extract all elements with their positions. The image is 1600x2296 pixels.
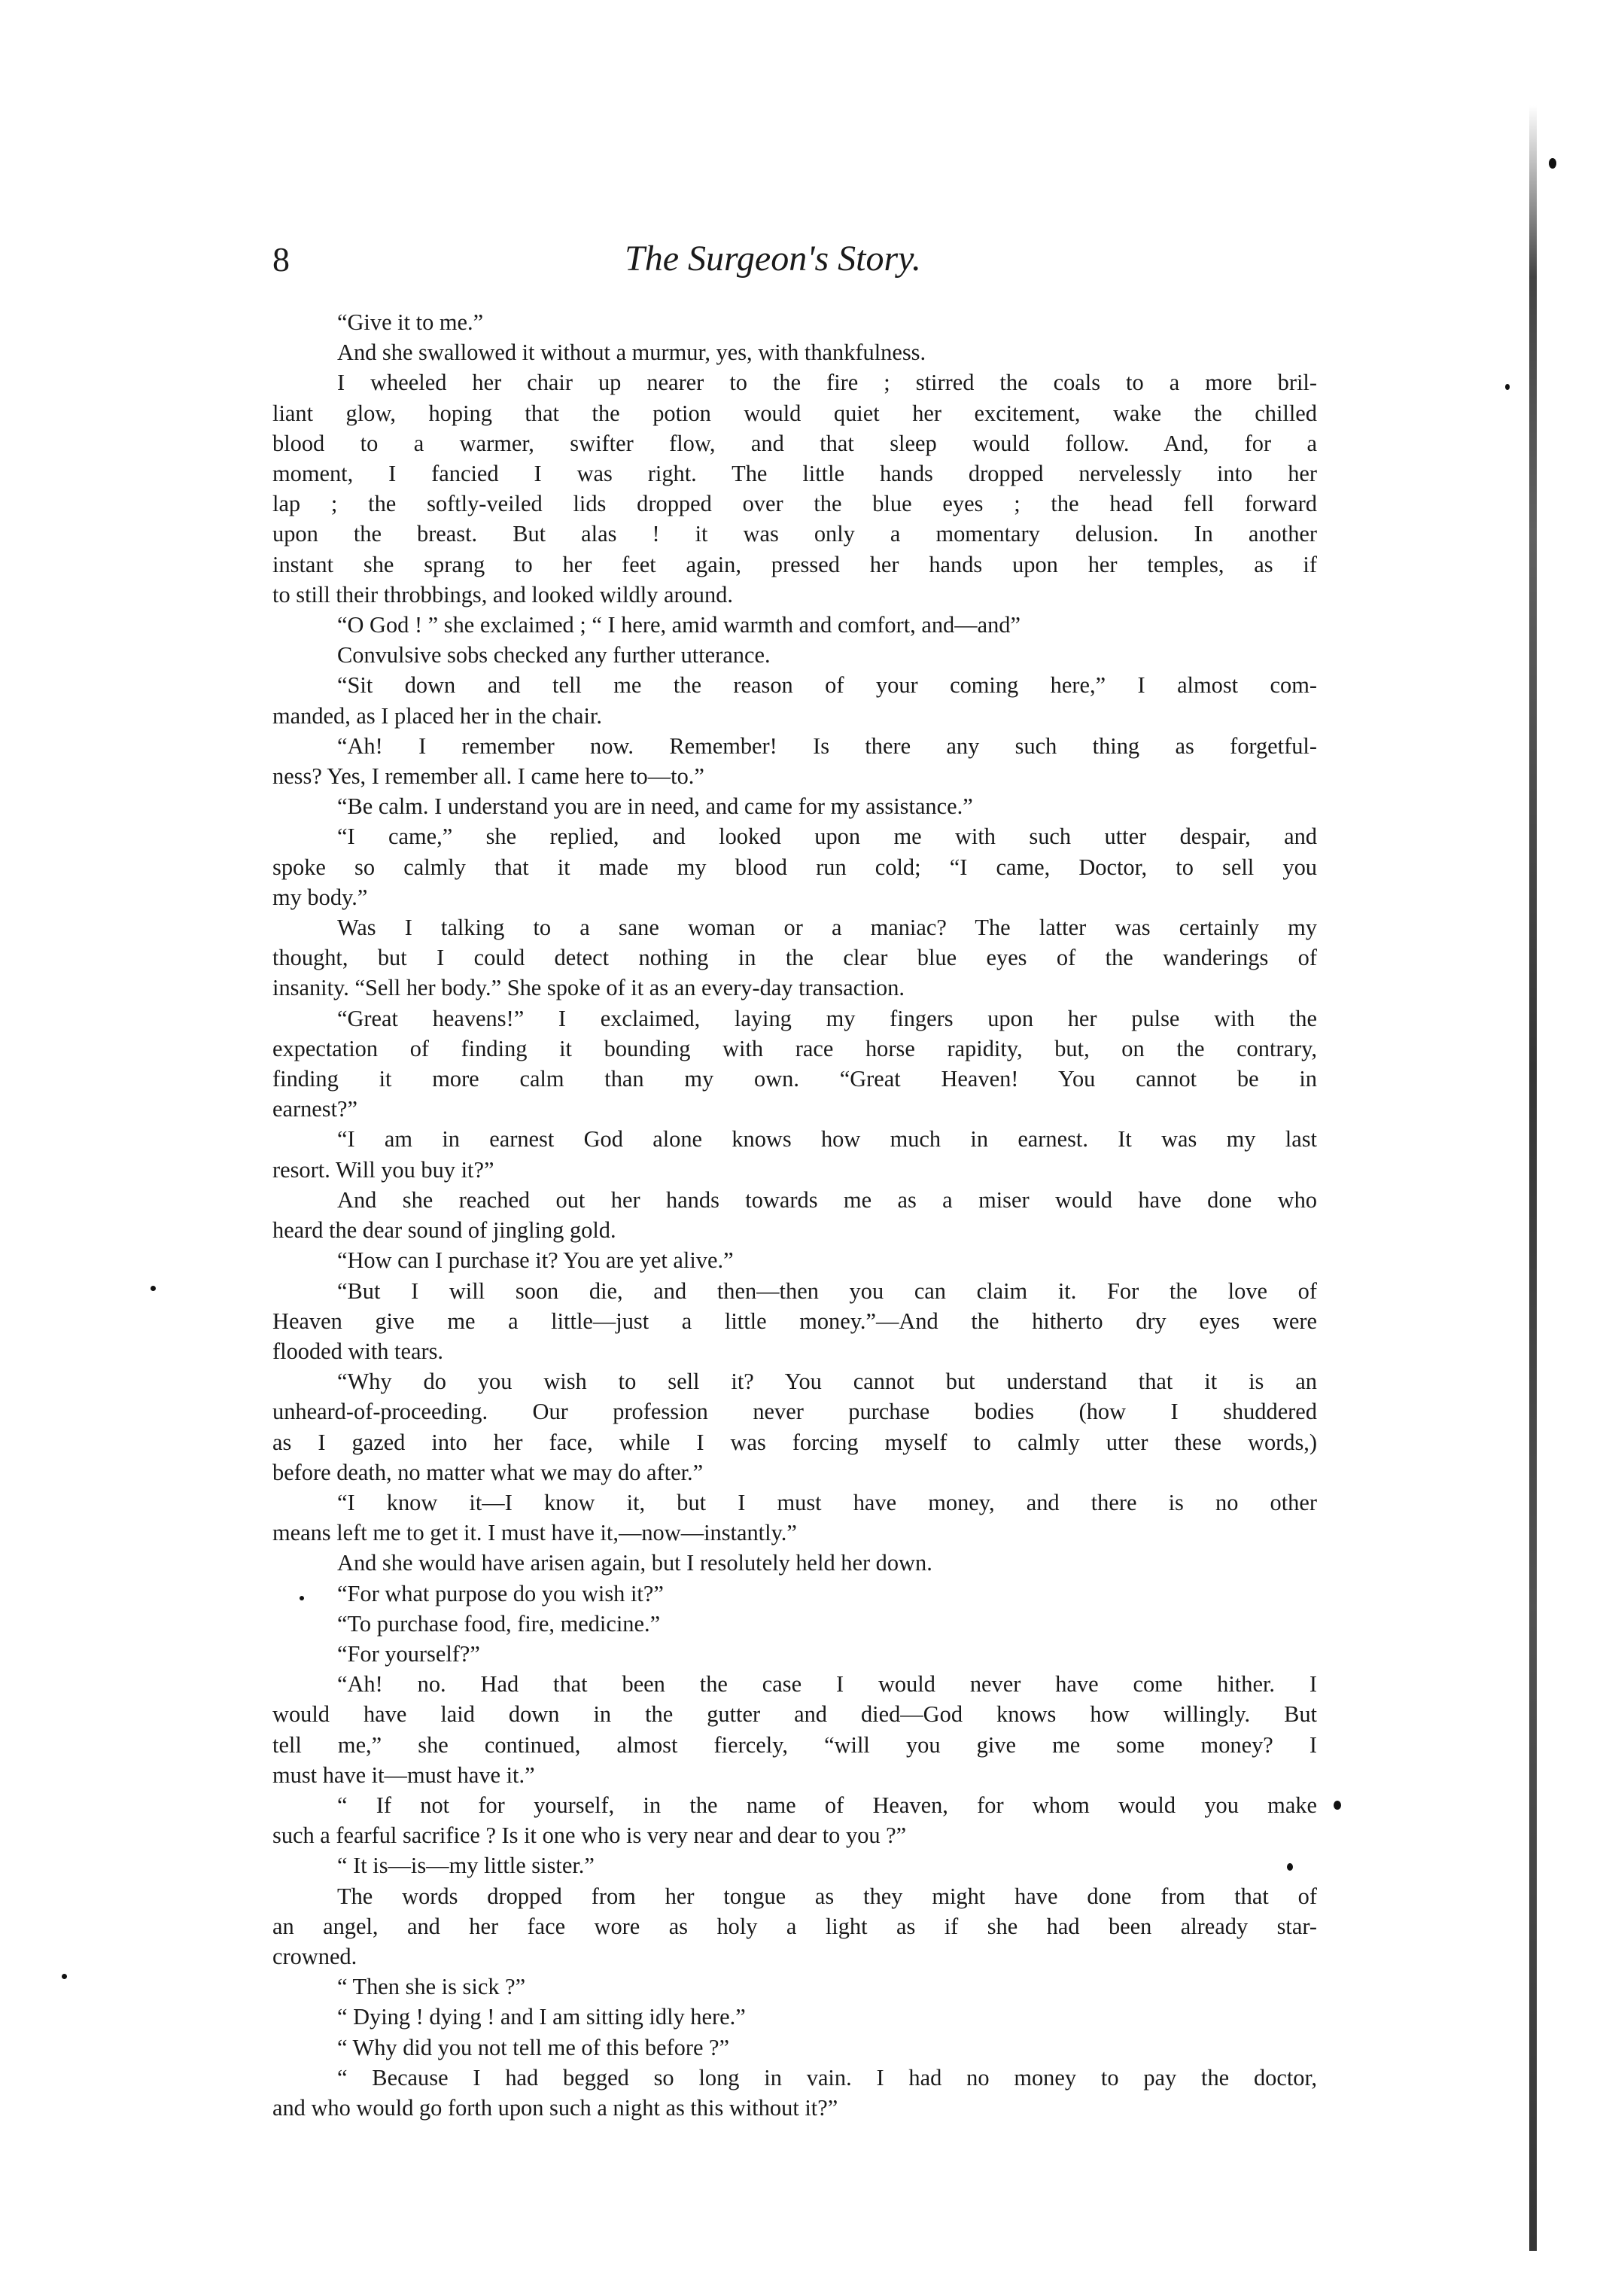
text-line: “Give it to me.” xyxy=(337,309,484,335)
text-line: such a fearful sacrifice ? Is it one who is very near and dear to you ?” xyxy=(272,1822,907,1849)
text-line: “ Dying ! dying ! and I am sitting idly here.” xyxy=(337,2004,746,2030)
text-line: tell me,” she continued, almost fiercely, “will you give me some money? I xyxy=(272,1731,1317,1758)
text-line: and who would go forth upon such a night as this without it?” xyxy=(272,2094,838,2121)
running-head: The Surgeon's Story. xyxy=(625,239,921,279)
text-line: And she reached out her hands towards me as a miser would have done who xyxy=(337,1186,1317,1213)
print-speck xyxy=(300,1596,304,1600)
text-line: I wheeled her chair up nearer to the fire ; stirred the coals to a more bril- xyxy=(337,370,1317,396)
text-line: spoke so calmly that it made my blood run cold; “I came, Doctor, to sell you xyxy=(272,854,1317,880)
body-text xyxy=(272,307,1317,2123)
text-line: “O God ! ” she exclaimed ; “ I here, amid warmth and comfort, and—and” xyxy=(337,612,1021,638)
text-line: “ Because I had begged so long in vain. I had no money to pay the doctor, xyxy=(337,2064,1317,2090)
text-line: as I gazed into her face, while I was forcing myself to calmly utter these words,) xyxy=(272,1429,1317,1455)
text-line: lap ; the softly-veiled lids dropped over the blue eyes ; the head fell forward xyxy=(272,491,1317,517)
text-line: heard the dear sound of jingling gold. xyxy=(272,1217,616,1244)
text-line: insanity. “Sell her body.” She spoke of it as an every-day transaction. xyxy=(272,975,905,1001)
print-speck xyxy=(151,1286,156,1291)
text-line: Convulsive sobs checked any further utterance. xyxy=(337,642,771,668)
text-line: means left me to get it. I must have it,—now—instantly.” xyxy=(272,1520,797,1546)
text-line: “For yourself?” xyxy=(337,1640,480,1667)
text-line: The words dropped from her tongue as they might have done from that of xyxy=(337,1883,1317,1909)
text-line: “How can I purchase it? You are yet alive.” xyxy=(337,1247,734,1274)
text-line: my body.” xyxy=(272,884,368,910)
text-line: thought, but I could detect nothing in the clear blue eyes of the wanderings of xyxy=(272,945,1317,971)
text-line: instant she sprang to her feet again, pressed her hands upon her temples, as if xyxy=(272,551,1317,577)
print-speck xyxy=(1334,1801,1341,1810)
text-line: “Ah! no. Had that been the case I would never have come hither. I xyxy=(337,1671,1317,1698)
text-line: “Ah! I remember now. Remember! Is there any such thing as forgetful- xyxy=(337,732,1317,759)
text-line: flooded with tears. xyxy=(272,1338,444,1364)
text-line: unheard-of-proceeding. Our profession never purchase bodies (how I shuddered xyxy=(272,1399,1317,1425)
print-speck xyxy=(62,1974,67,1979)
text-line: Heaven give me a little—just a little money.”—And the hitherto dry eyes were xyxy=(272,1308,1317,1334)
print-speck xyxy=(1287,1863,1293,1871)
text-line: crowned. xyxy=(272,1943,357,1969)
text-line: “ It is—is—my little sister.” xyxy=(337,1853,595,1879)
page-number: 8 xyxy=(272,240,290,279)
text-line: “But I will soon die, and then—then you can claim it. For the love of xyxy=(337,1277,1317,1304)
text-line: “Sit down and tell me the reason of your coming here,” I almost com- xyxy=(337,672,1317,699)
text-line: finding it more calm than my own. “Great Heaven! You cannot be in xyxy=(272,1066,1317,1092)
text-line: ness? Yes, I remember all. I came here to—to.” xyxy=(272,763,704,790)
text-line: “I came,” she replied, and looked upon me with such utter despair, and xyxy=(337,824,1317,850)
text-line: “Be calm. I understand you are in need, and came for my assistance.” xyxy=(337,793,973,820)
text-line: before death, no matter what we may do after.” xyxy=(272,1459,704,1485)
text-line: to still their throbbings, and looked wildly around. xyxy=(272,581,733,607)
print-speck xyxy=(1505,384,1510,390)
text-line: must have it—must have it.” xyxy=(272,1762,535,1788)
text-line: blood to a warmer, swifter flow, and that sleep would follow. And, for a xyxy=(272,430,1317,456)
text-line: “For what purpose do you wish it?” xyxy=(337,1580,664,1606)
text-line: earnest?” xyxy=(272,1096,358,1122)
text-line: And she would have arisen again, but I resolutely held her down. xyxy=(337,1550,932,1576)
text-line: “ Why did you not tell me of this before ?” xyxy=(337,2034,730,2060)
text-line: manded, as I placed her in the chair. xyxy=(272,702,602,729)
text-line: an angel, and her face wore as holy a light as if she had been already star- xyxy=(272,1913,1317,1939)
text-line: upon the breast. But alas ! it was only a momentary delusion. In another xyxy=(272,521,1317,547)
text-line: “ If not for yourself, in the name of Heaven, for whom would you make xyxy=(337,1792,1317,1818)
text-line: Was I talking to a sane woman or a maniac? The latter was certainly my xyxy=(337,915,1317,941)
text-line: And she swallowed it without a murmur, yes, with thankfulness. xyxy=(337,340,926,366)
text-line: moment, I fancied I was right. The little hands dropped nervelessly into her xyxy=(272,461,1317,487)
text-line: resort. Will you buy it?” xyxy=(272,1156,494,1183)
text-line: “To purchase food, fire, medicine.” xyxy=(337,1610,661,1637)
text-line: “ Then she is sick ?” xyxy=(337,1974,526,2000)
text-line: “I am in earnest God alone knows how much in earnest. It was my last xyxy=(337,1126,1317,1153)
text-line: “Great heavens!” I exclaimed, laying my fingers upon her pulse with the xyxy=(337,1005,1317,1031)
text-line: would have laid down in the gutter and died—God knows how willingly. But xyxy=(272,1701,1317,1728)
print-speck xyxy=(1549,158,1556,169)
text-line: “Why do you wish to sell it? You cannot but understand that it is an xyxy=(337,1369,1317,1395)
text-line: “I know it—I know it, but I must have money, and there is no other xyxy=(337,1489,1317,1515)
text-line: expectation of finding it bounding with race horse rapidity, but, on the contrary, xyxy=(272,1035,1317,1061)
page-binding-edge xyxy=(1529,105,1537,2251)
text-line: liant glow, hoping that the potion would quiet her excitement, wake the chilled xyxy=(272,400,1317,426)
